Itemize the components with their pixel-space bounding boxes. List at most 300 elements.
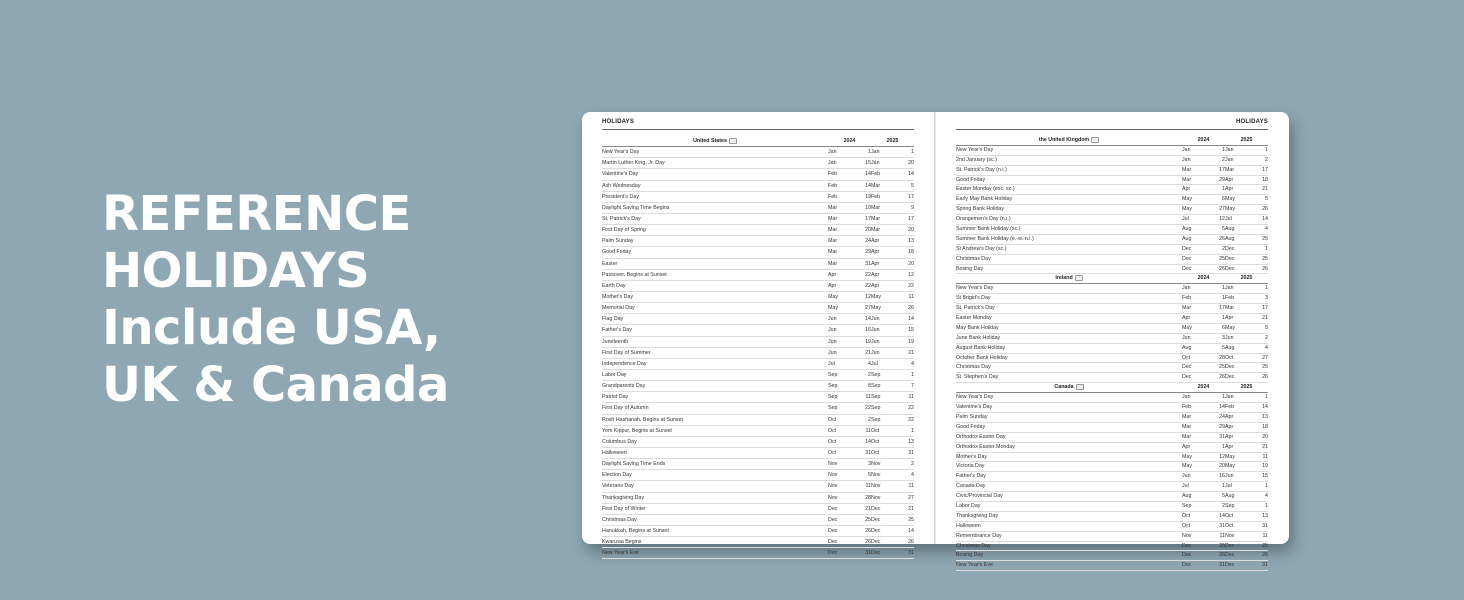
date-2024 <box>828 526 871 536</box>
country-name-text: United States <box>693 138 727 144</box>
holiday-name: New Year's Day <box>956 394 994 401</box>
day-2025: 31 <box>1262 522 1268 529</box>
day-2025: 25 <box>1262 542 1268 549</box>
day-2025: 2 <box>1265 334 1268 341</box>
month-2024: Jan <box>1182 394 1191 401</box>
headline-line-4: UK & Canada <box>102 357 449 413</box>
holiday-name: Good Friday <box>956 176 986 183</box>
headline-line-2: HOLIDAYS <box>102 243 370 299</box>
holiday-name: First Day of Autumn <box>602 405 649 412</box>
holiday-name: St Brigid's Day <box>956 295 991 302</box>
day-2025: 4 <box>1265 344 1268 351</box>
month-2024: Jun <box>828 327 837 334</box>
holiday-name: Civic/Provincial Day <box>956 493 1003 500</box>
month-2025: Apr <box>871 282 880 289</box>
month-2025: Mar <box>871 182 881 189</box>
day-2025: 25 <box>1262 235 1268 242</box>
holiday-name: Ash Wednesday <box>602 182 641 189</box>
day-2025: 15 <box>1262 473 1268 480</box>
table-row <box>602 415 914 426</box>
planner-spread <box>582 112 1289 569</box>
holiday-name: Christmas Day <box>956 542 991 549</box>
date-2025 <box>1225 146 1268 155</box>
day-2024: 22 <box>865 271 871 278</box>
holiday-name: June Bank Holiday <box>956 334 1001 341</box>
holiday-name: Daylight Saving Time Ends <box>602 461 666 468</box>
year-2024-header: 2024 <box>1197 275 1210 282</box>
day-2024: 5 <box>1222 226 1225 233</box>
day-2024: 25 <box>865 516 871 523</box>
date-2025 <box>871 270 914 280</box>
day-2025: 25 <box>1262 364 1268 371</box>
month-2025: Sep <box>871 405 881 412</box>
month-2024: Oct <box>828 427 837 434</box>
date-2025 <box>1225 344 1268 353</box>
holiday-name: Mother's Day <box>602 293 634 300</box>
day-2025: 18 <box>908 249 914 256</box>
date-2025 <box>1225 373 1268 382</box>
holiday-name: Palm Sunday <box>956 413 988 420</box>
date-2025 <box>1225 235 1268 244</box>
holiday-name: Passover, Begins at Sunset <box>602 271 667 278</box>
date-2024 <box>1182 205 1225 214</box>
day-2025: 18 <box>1262 423 1268 430</box>
table-row <box>602 325 914 336</box>
month-2024: Jan <box>828 149 837 156</box>
month-2024: Oct <box>1182 354 1191 361</box>
date-2025 <box>1225 363 1268 372</box>
holiday-name: Easter <box>602 260 618 267</box>
holiday-name: Yom Kippur, Begins at Sunset <box>602 427 672 434</box>
table-row <box>602 403 914 414</box>
month-2025: Mar <box>871 215 881 222</box>
date-2025 <box>1225 453 1268 462</box>
month-2024: Sep <box>828 383 838 390</box>
date-2025 <box>871 437 914 447</box>
date-2025 <box>1225 492 1268 501</box>
day-2025: 2 <box>911 461 914 468</box>
date-2024 <box>828 236 871 246</box>
month-2025: Jan <box>871 149 880 156</box>
day-2025: 14 <box>908 171 914 178</box>
table-row <box>602 348 914 359</box>
day-2025: 18 <box>1262 176 1268 183</box>
month-2025: Apr <box>1225 413 1234 420</box>
date-2024 <box>1182 512 1225 521</box>
table-row <box>956 195 1268 205</box>
table-row <box>956 522 1268 532</box>
table-row <box>602 236 914 247</box>
holiday-name: Election Day <box>602 472 632 479</box>
date-2025 <box>1225 284 1268 293</box>
date-2024 <box>1182 561 1225 570</box>
date-2025 <box>1225 225 1268 234</box>
table-row <box>602 359 914 370</box>
month-2024: Nov <box>1182 532 1192 539</box>
year-2024-header: 2024 <box>1197 137 1210 143</box>
table-header-row <box>956 136 1268 146</box>
month-2025: May <box>871 305 882 312</box>
month-2025: Dec <box>1225 542 1235 549</box>
date-2025 <box>1225 195 1268 204</box>
holiday-name: Christmas Day <box>602 516 637 523</box>
holiday-name: Flag Day <box>602 316 624 323</box>
day-2024: 31 <box>1219 522 1225 529</box>
holiday-name: Spring Bank Holiday <box>956 206 1004 213</box>
holiday-name: First Day of Summer <box>602 349 651 356</box>
day-2024: 2 <box>1222 245 1225 252</box>
month-2025: Dec <box>1225 562 1235 569</box>
day-2024: 26 <box>865 539 871 546</box>
date-2024 <box>828 259 871 269</box>
table-row <box>602 526 914 537</box>
date-2025 <box>871 214 914 224</box>
headline-line-3: Include USA, <box>102 300 441 356</box>
day-2025: 20 <box>908 260 914 267</box>
month-2025: Jan <box>1225 156 1234 163</box>
table-row <box>956 166 1268 176</box>
day-2025: 27 <box>908 494 914 501</box>
month-2025: Dec <box>871 527 881 534</box>
table-row <box>956 245 1268 255</box>
date-2025 <box>871 370 914 380</box>
day-2025: 1 <box>1265 502 1268 509</box>
day-2025: 3 <box>1265 295 1268 302</box>
month-2024: Nov <box>828 461 838 468</box>
day-2025: 11 <box>1262 532 1268 539</box>
date-2025 <box>1225 423 1268 432</box>
date-2024 <box>828 515 871 525</box>
year-2024-header: 2024 <box>843 138 856 144</box>
day-2024: 24 <box>1219 413 1225 420</box>
day-2024: 1 <box>1222 285 1225 292</box>
holiday-name: St. Patrick's Day <box>602 215 641 222</box>
table-row <box>602 548 914 559</box>
date-2024 <box>828 493 871 503</box>
holiday-name: Boxing Day <box>956 552 984 559</box>
day-2024: 27 <box>1219 206 1225 213</box>
month-2024: Aug <box>1182 493 1192 500</box>
date-2024 <box>1182 314 1225 323</box>
date-2024 <box>828 348 871 358</box>
day-2025: 19 <box>1262 463 1268 470</box>
month-2025: Apr <box>1225 315 1234 322</box>
date-2024 <box>828 303 871 313</box>
holiday-name: Palm Sunday <box>602 238 634 245</box>
date-2024 <box>828 325 871 335</box>
table-row <box>956 235 1268 245</box>
date-2025 <box>1225 265 1268 274</box>
us-holiday-table <box>602 136 914 559</box>
month-2024: Dec <box>1182 255 1192 262</box>
month-2024: Dec <box>828 505 838 512</box>
day-2024: 1 <box>1222 483 1225 490</box>
day-2024: 17 <box>1219 305 1225 312</box>
holiday-name: October Bank Holiday <box>956 354 1008 361</box>
day-2024: 2 <box>868 371 871 378</box>
day-2024: 20 <box>1219 463 1225 470</box>
day-2025: 7 <box>911 383 914 390</box>
month-2024: May <box>828 293 839 300</box>
holiday-name: Kwanzaa Begins <box>602 539 642 546</box>
month-2025: Dec <box>1225 255 1235 262</box>
year-2025-header: 2025 <box>1240 275 1253 282</box>
table-row <box>956 215 1268 225</box>
month-2024: Feb <box>1182 295 1192 302</box>
holiday-name: New Year's Day <box>956 285 994 292</box>
day-2024: 27 <box>865 305 871 312</box>
month-2025: Apr <box>1225 186 1234 193</box>
table-row <box>602 270 914 281</box>
day-2024: 29 <box>865 249 871 256</box>
date-2025 <box>871 247 914 257</box>
date-2025 <box>871 526 914 536</box>
month-2024: Apr <box>828 282 837 289</box>
month-2025: Dec <box>871 516 881 523</box>
date-2025 <box>871 392 914 402</box>
month-2024: Jun <box>1182 334 1191 341</box>
month-2025: Jun <box>1225 473 1234 480</box>
month-2024: Jan <box>1182 285 1191 292</box>
day-2024: 14 <box>1219 512 1225 519</box>
month-2024: Mar <box>828 204 838 211</box>
day-2025: 4 <box>911 360 914 367</box>
holiday-name: Halloween <box>956 522 981 529</box>
date-2024 <box>1182 403 1225 412</box>
month-2025: Dec <box>1225 265 1235 272</box>
month-2025: Nov <box>871 483 881 490</box>
table-row <box>956 462 1268 472</box>
day-2024: 28 <box>865 494 871 501</box>
month-2025: Apr <box>1225 423 1234 430</box>
date-2024 <box>1182 185 1225 194</box>
table-header-row <box>956 274 1268 284</box>
date-2025 <box>1225 156 1268 165</box>
month-2024: Dec <box>1182 562 1192 569</box>
day-2024: 11 <box>865 427 871 434</box>
month-2024: Dec <box>1182 265 1192 272</box>
table-row <box>956 205 1268 215</box>
day-2025: 14 <box>908 316 914 323</box>
month-2024: Sep <box>828 405 838 412</box>
country-name <box>956 274 1182 283</box>
month-2025: Nov <box>871 494 881 501</box>
date-2024 <box>1182 166 1225 175</box>
day-2024: 1 <box>1222 394 1225 401</box>
day-2025: 26 <box>1262 206 1268 213</box>
holiday-name: Good Friday <box>602 249 632 256</box>
date-2025 <box>871 459 914 469</box>
month-2024: May <box>1182 463 1193 470</box>
month-2024: Aug <box>1182 344 1192 351</box>
date-2025 <box>1225 502 1268 511</box>
date-2025 <box>871 236 914 246</box>
day-2024: 16 <box>1219 473 1225 480</box>
holiday-name: May Bank Holiday <box>956 324 999 331</box>
table-row <box>956 284 1268 294</box>
day-2024: 17 <box>865 215 871 222</box>
date-2025 <box>1225 413 1268 422</box>
day-2024: 10 <box>865 204 871 211</box>
month-2025: Nov <box>871 461 881 468</box>
table-row <box>602 314 914 325</box>
day-2024: 22 <box>865 282 871 289</box>
day-2025: 21 <box>1262 443 1268 450</box>
date-2025 <box>871 169 914 179</box>
month-2024: Apr <box>1182 186 1191 193</box>
month-2024: May <box>1182 324 1193 331</box>
month-2025: Apr <box>871 271 880 278</box>
date-2025 <box>871 515 914 525</box>
month-2025: Aug <box>1225 344 1235 351</box>
date-2024 <box>1182 195 1225 204</box>
month-2024: Jul <box>1182 483 1189 490</box>
date-2024 <box>1182 393 1225 402</box>
date-2025 <box>1225 561 1268 570</box>
table-row <box>956 344 1268 354</box>
day-2024: 21 <box>865 505 871 512</box>
date-2024 <box>1182 245 1225 254</box>
day-2024: 21 <box>865 349 871 356</box>
day-2024: 1 <box>1222 315 1225 322</box>
day-2025: 11 <box>1262 453 1268 460</box>
holiday-name: Summer Bank Holiday (sc.) <box>956 226 1021 233</box>
table-row <box>602 493 914 504</box>
month-2024: Mar <box>1182 413 1192 420</box>
holiday-name: Good Friday <box>956 423 986 430</box>
holiday-name: Boxing Day <box>956 265 984 272</box>
day-2025: 22 <box>908 405 914 412</box>
date-2024 <box>1182 354 1225 363</box>
month-2025: Dec <box>871 539 881 546</box>
holiday-name: Orthodox Easter Day <box>956 433 1006 440</box>
holiday-name: New Year's Day <box>602 149 640 156</box>
table-row <box>602 281 914 292</box>
table-row <box>956 225 1268 235</box>
date-2025 <box>1225 185 1268 194</box>
month-2025: Mar <box>1225 305 1235 312</box>
month-2025: May <box>871 293 882 300</box>
day-2024: 3 <box>1222 334 1225 341</box>
country-name <box>602 136 828 146</box>
day-2024: 2 <box>1222 156 1225 163</box>
month-2025: Feb <box>871 171 881 178</box>
date-2024 <box>1182 225 1225 234</box>
month-2024: May <box>1182 206 1193 213</box>
date-2024 <box>828 292 871 302</box>
table-row <box>956 502 1268 512</box>
month-2025: Jun <box>871 316 880 323</box>
day-2025: 1 <box>1265 245 1268 252</box>
date-2024 <box>1182 423 1225 432</box>
month-2024: Oct <box>828 416 837 423</box>
table-row <box>602 370 914 381</box>
date-2024 <box>1182 146 1225 155</box>
ireland-holiday-table <box>956 274 1268 383</box>
month-2025: Dec <box>1225 374 1235 381</box>
day-2024: 31 <box>865 260 871 267</box>
day-2024: 25 <box>1219 255 1225 262</box>
day-2024: 14 <box>865 171 871 178</box>
day-2025: 1 <box>911 427 914 434</box>
holiday-name: August Bank Holiday <box>956 344 1006 351</box>
holiday-name: Remembrance Day <box>956 532 1002 539</box>
month-2025: May <box>1225 196 1236 203</box>
month-2024: Nov <box>828 494 838 501</box>
table-row <box>956 561 1268 571</box>
date-2025 <box>871 303 914 313</box>
holiday-name: Valentine's Day <box>602 171 639 178</box>
day-2025: 14 <box>1262 216 1268 223</box>
holiday-name: 2nd January (sc.) <box>956 156 997 163</box>
day-2025: 5 <box>1265 196 1268 203</box>
day-2025: 27 <box>1262 354 1268 361</box>
table-row <box>956 453 1268 463</box>
table-row <box>956 354 1268 364</box>
day-2024: 8 <box>868 383 871 390</box>
month-2025: May <box>1225 463 1236 470</box>
table-row <box>956 512 1268 522</box>
day-2024: 12 <box>865 293 871 300</box>
day-2024: 12 <box>1219 453 1225 460</box>
month-2025: Jan <box>871 160 880 167</box>
table-row <box>602 470 914 481</box>
holiday-name: Summer Bank Holiday (e.-w.-n.i.) <box>956 235 1034 242</box>
date-2024 <box>1182 215 1225 224</box>
day-2024: 3 <box>868 461 871 468</box>
table-row <box>602 459 914 470</box>
table-row <box>956 492 1268 502</box>
country-name <box>956 136 1182 145</box>
table-row <box>602 169 914 180</box>
date-2024 <box>1182 443 1225 452</box>
month-2024: May <box>1182 196 1193 203</box>
date-2024 <box>828 169 871 179</box>
day-2024: 1 <box>1222 146 1225 153</box>
day-2025: 21 <box>908 505 914 512</box>
day-2025: 4 <box>911 472 914 479</box>
day-2025: 17 <box>908 215 914 222</box>
day-2024: 26 <box>1219 265 1225 272</box>
day-2025: 1 <box>911 371 914 378</box>
month-2025: Oct <box>1225 512 1234 519</box>
table-row <box>602 192 914 203</box>
table-row <box>602 303 914 314</box>
month-2024: Oct <box>828 449 837 456</box>
table-row <box>602 147 914 158</box>
year-2025-header: 2025 <box>886 138 899 144</box>
day-2024: 12 <box>1219 216 1225 223</box>
table-row <box>956 423 1268 433</box>
month-2025: Feb <box>1225 404 1235 411</box>
table-row <box>956 314 1268 324</box>
holiday-name: Labor Day <box>956 502 981 509</box>
holiday-name: Thanksgiving Day <box>602 494 645 501</box>
month-2025: Mar <box>1225 166 1235 173</box>
date-2024 <box>828 459 871 469</box>
table-row <box>956 185 1268 195</box>
month-2025: Jul <box>1225 483 1232 490</box>
holiday-name: Labor Day <box>602 371 627 378</box>
month-2024: Feb <box>828 171 838 178</box>
date-2025 <box>871 203 914 213</box>
day-2025: 13 <box>908 238 914 245</box>
month-2025: Mar <box>871 227 881 234</box>
day-2025: 20 <box>1262 433 1268 440</box>
day-2025: 26 <box>1262 374 1268 381</box>
table-row <box>956 146 1268 156</box>
day-2025: 1 <box>1265 394 1268 401</box>
